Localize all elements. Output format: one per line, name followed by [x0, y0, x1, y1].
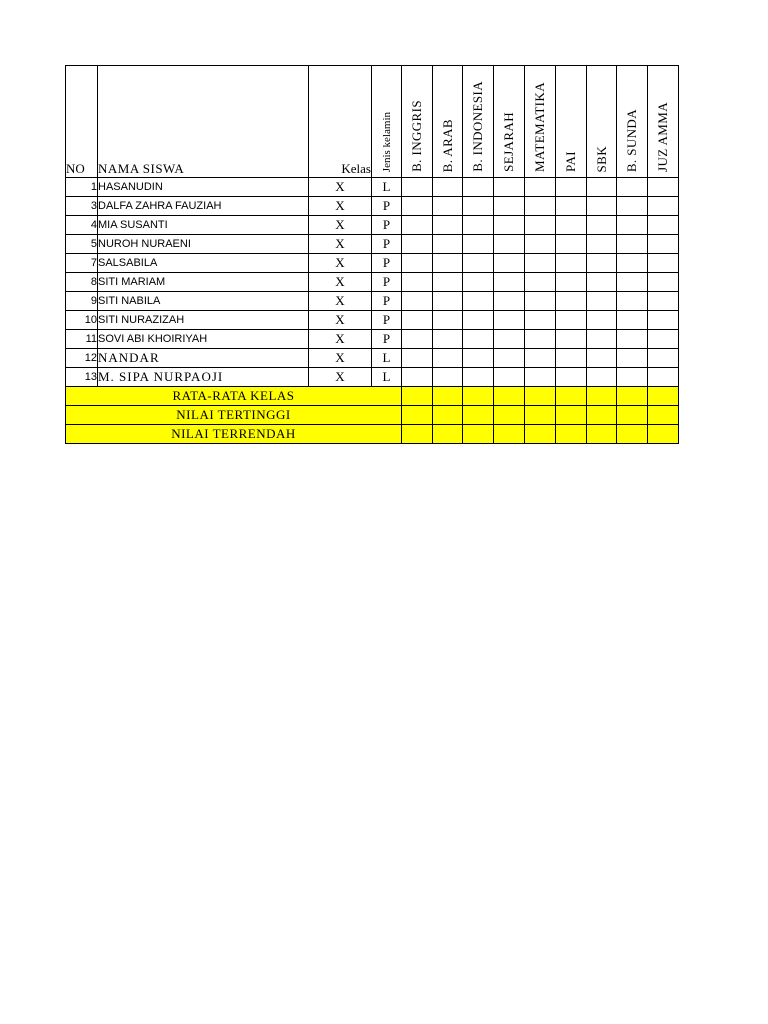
row-kelas-cell[interactable]: X: [309, 178, 372, 197]
score-cell[interactable]: [648, 235, 679, 254]
score-cell[interactable]: [463, 235, 494, 254]
header-subject[interactable]: [587, 66, 617, 178]
score-cell[interactable]: [617, 178, 648, 197]
table-row: [66, 254, 679, 273]
row-no-cell[interactable]: 4: [66, 216, 98, 235]
summary-score-cell[interactable]: [433, 387, 463, 406]
row-no-cell[interactable]: 1: [66, 178, 98, 197]
row-name-cell[interactable]: NANDAR: [98, 349, 309, 368]
score-cell[interactable]: [525, 235, 556, 254]
row-kelas-cell[interactable]: X: [309, 292, 372, 311]
summary-label[interactable]: NILAI TERTINGGI: [66, 406, 402, 425]
header-subject[interactable]: [556, 66, 587, 178]
score-cell[interactable]: [433, 273, 463, 292]
row-no-cell[interactable]: 13: [66, 368, 98, 387]
summary-score-cell[interactable]: [463, 425, 494, 444]
student-rows: [66, 178, 679, 387]
score-cell[interactable]: [556, 235, 587, 254]
row-name-cell[interactable]: NUROH NURAENI: [98, 235, 309, 254]
summary-score-cell[interactable]: [525, 425, 556, 444]
score-cell[interactable]: [494, 368, 525, 387]
header-subject-label: B. INDONESIA: [470, 81, 485, 172]
score-cell[interactable]: [525, 368, 556, 387]
score-cell[interactable]: [648, 254, 679, 273]
row-gender-cell[interactable]: L: [372, 178, 402, 197]
header-kelas[interactable]: Kelas: [309, 66, 372, 178]
summary-score-cell[interactable]: [525, 387, 556, 406]
score-cell[interactable]: [648, 368, 679, 387]
header-subject[interactable]: [433, 66, 463, 178]
table-row: [66, 368, 679, 387]
score-cell[interactable]: [494, 311, 525, 330]
header-subject[interactable]: [525, 66, 556, 178]
score-cell[interactable]: [617, 235, 648, 254]
summary-score-cell[interactable]: [402, 387, 433, 406]
summary-score-cell[interactable]: [433, 406, 463, 425]
score-cell[interactable]: [648, 292, 679, 311]
table-row: [66, 197, 679, 216]
score-cell[interactable]: [494, 197, 525, 216]
grade-table: [65, 65, 679, 444]
score-cell[interactable]: [617, 292, 648, 311]
header-subject[interactable]: [463, 66, 494, 178]
score-cell[interactable]: [587, 292, 617, 311]
score-cell[interactable]: [433, 178, 463, 197]
score-cell[interactable]: [525, 311, 556, 330]
score-cell[interactable]: [494, 178, 525, 197]
summary-score-cell[interactable]: [617, 406, 648, 425]
row-no-cell[interactable]: 3: [66, 197, 98, 216]
header-subject[interactable]: [617, 66, 648, 178]
score-cell[interactable]: [433, 235, 463, 254]
score-cell[interactable]: [556, 178, 587, 197]
summary-score-cell[interactable]: [617, 387, 648, 406]
score-cell[interactable]: [587, 330, 617, 349]
score-cell[interactable]: [648, 330, 679, 349]
score-cell[interactable]: [402, 235, 433, 254]
score-cell[interactable]: [617, 216, 648, 235]
table-row: [66, 216, 679, 235]
score-cell[interactable]: [402, 292, 433, 311]
score-cell[interactable]: [587, 197, 617, 216]
score-cell[interactable]: [587, 178, 617, 197]
row-kelas-cell[interactable]: X: [309, 311, 372, 330]
row-gender-cell[interactable]: P: [372, 273, 402, 292]
score-cell[interactable]: [402, 216, 433, 235]
header-subject-label: MATEMATIKA: [532, 82, 547, 172]
score-cell[interactable]: [463, 330, 494, 349]
row-kelas-cell[interactable]: X: [309, 273, 372, 292]
summary-label[interactable]: RATA-RATA KELAS: [66, 387, 402, 406]
score-cell[interactable]: [617, 311, 648, 330]
summary-score-cell[interactable]: [402, 425, 433, 444]
row-no-cell[interactable]: 9: [66, 292, 98, 311]
row-name-cell[interactable]: SOVI ABI KHOIRIYAH: [98, 330, 309, 349]
score-cell[interactable]: [525, 254, 556, 273]
summary-score-cell[interactable]: [617, 425, 648, 444]
score-cell[interactable]: [556, 216, 587, 235]
header-subject-label: B. ARAB: [439, 118, 455, 172]
header-subject[interactable]: [494, 66, 525, 178]
score-cell[interactable]: [463, 197, 494, 216]
score-cell[interactable]: [648, 273, 679, 292]
row-kelas-cell[interactable]: X: [309, 368, 372, 387]
score-cell[interactable]: [556, 254, 587, 273]
score-cell[interactable]: [556, 311, 587, 330]
score-cell[interactable]: [463, 178, 494, 197]
row-name-cell[interactable]: SITI NURAZIZAH: [98, 311, 309, 330]
score-cell[interactable]: [494, 254, 525, 273]
score-cell[interactable]: [617, 368, 648, 387]
row-name-cell[interactable]: DALFA ZAHRA FAUZIAH: [98, 197, 309, 216]
summary-score-cell[interactable]: [648, 425, 679, 444]
row-kelas-cell[interactable]: X: [309, 254, 372, 273]
summary-label[interactable]: NILAI TERRENDAH: [66, 425, 402, 444]
score-cell[interactable]: [433, 216, 463, 235]
header-subject-label: SEJARAH: [501, 112, 516, 172]
summary-rows: [66, 387, 679, 444]
score-cell[interactable]: [617, 349, 648, 368]
score-cell[interactable]: [525, 273, 556, 292]
summary-score-cell[interactable]: [494, 425, 525, 444]
header-gender[interactable]: [372, 66, 402, 178]
row-name-cell[interactable]: SITI MARIAM: [98, 273, 309, 292]
row-kelas-cell[interactable]: X: [309, 235, 372, 254]
score-cell[interactable]: [494, 349, 525, 368]
table-row: [66, 330, 679, 349]
summary-score-cell[interactable]: [556, 425, 587, 444]
summary-score-cell[interactable]: [463, 387, 494, 406]
row-kelas-cell[interactable]: X: [309, 197, 372, 216]
row-no-cell[interactable]: 10: [66, 311, 98, 330]
score-cell[interactable]: [402, 330, 433, 349]
header-no[interactable]: NO: [66, 66, 98, 178]
score-cell[interactable]: [525, 349, 556, 368]
score-cell[interactable]: [648, 197, 679, 216]
score-cell[interactable]: [556, 197, 587, 216]
table-row: [66, 235, 679, 254]
summary-score-cell[interactable]: [402, 406, 433, 425]
header-subject[interactable]: [648, 66, 679, 178]
score-cell[interactable]: [463, 273, 494, 292]
row-gender-cell[interactable]: P: [372, 292, 402, 311]
row-name-cell[interactable]: SALSABILA: [98, 254, 309, 273]
score-cell[interactable]: [525, 178, 556, 197]
score-cell[interactable]: [463, 311, 494, 330]
summary-score-cell[interactable]: [556, 387, 587, 406]
score-cell[interactable]: [525, 330, 556, 349]
row-gender-cell[interactable]: P: [372, 197, 402, 216]
summary-row: [66, 406, 679, 425]
row-kelas-cell[interactable]: X: [309, 349, 372, 368]
summary-score-cell[interactable]: [587, 387, 617, 406]
summary-score-cell[interactable]: [587, 406, 617, 425]
header-subject-label: JUZ AMMA: [655, 101, 670, 172]
score-cell[interactable]: [433, 311, 463, 330]
score-cell[interactable]: [402, 178, 433, 197]
score-cell[interactable]: [463, 292, 494, 311]
score-cell[interactable]: [433, 368, 463, 387]
summary-score-cell[interactable]: [494, 387, 525, 406]
score-cell[interactable]: [433, 349, 463, 368]
header-subject-label: B. SUNDA: [624, 108, 639, 172]
score-cell[interactable]: [617, 330, 648, 349]
score-cell[interactable]: [494, 235, 525, 254]
score-cell[interactable]: [525, 216, 556, 235]
row-no-cell[interactable]: 5: [66, 235, 98, 254]
table-row: [66, 349, 679, 368]
table-row: [66, 273, 679, 292]
header-subject[interactable]: [402, 66, 433, 178]
score-cell[interactable]: [587, 235, 617, 254]
score-cell[interactable]: [556, 368, 587, 387]
header-subject-label: SBK: [593, 145, 609, 172]
score-cell[interactable]: [587, 368, 617, 387]
row-name-cell[interactable]: M. SIPA NURPAOJI: [98, 368, 309, 387]
score-cell[interactable]: [587, 254, 617, 273]
summary-score-cell[interactable]: [433, 425, 463, 444]
summary-score-cell[interactable]: [525, 406, 556, 425]
row-gender-cell[interactable]: P: [372, 330, 402, 349]
score-cell[interactable]: [648, 311, 679, 330]
score-cell[interactable]: [494, 273, 525, 292]
row-gender-cell[interactable]: P: [372, 254, 402, 273]
score-cell[interactable]: [648, 178, 679, 197]
score-cell[interactable]: [556, 349, 587, 368]
score-cell[interactable]: [402, 197, 433, 216]
row-gender-cell[interactable]: P: [372, 311, 402, 330]
score-cell[interactable]: [402, 368, 433, 387]
score-cell[interactable]: [587, 311, 617, 330]
score-cell[interactable]: [648, 216, 679, 235]
header-name[interactable]: NAMA SISWA: [98, 66, 309, 178]
score-cell[interactable]: [433, 197, 463, 216]
summary-score-cell[interactable]: [648, 387, 679, 406]
row-gender-cell[interactable]: P: [372, 216, 402, 235]
score-cell[interactable]: [402, 349, 433, 368]
row-kelas-cell[interactable]: X: [309, 330, 372, 349]
summary-score-cell[interactable]: [494, 406, 525, 425]
header-gender-label: Jenis kelamin: [380, 111, 393, 172]
summary-row: [66, 425, 679, 444]
row-name-cell[interactable]: SITI NABILA: [98, 292, 309, 311]
score-cell[interactable]: [494, 292, 525, 311]
row-no-cell[interactable]: 8: [66, 273, 98, 292]
summary-row: [66, 387, 679, 406]
row-no-cell[interactable]: 11: [66, 330, 98, 349]
row-name-cell[interactable]: MIA SUSANTI: [98, 216, 309, 235]
table-row: [66, 178, 679, 197]
row-kelas-cell[interactable]: X: [309, 216, 372, 235]
score-cell[interactable]: [402, 311, 433, 330]
table-row: [66, 292, 679, 311]
row-gender-cell[interactable]: L: [372, 368, 402, 387]
header-subject-label: PAI: [563, 151, 578, 172]
summary-score-cell[interactable]: [463, 406, 494, 425]
row-name-cell[interactable]: HASANUDIN: [98, 178, 309, 197]
score-cell[interactable]: [463, 254, 494, 273]
row-no-cell[interactable]: 12: [66, 349, 98, 368]
score-cell[interactable]: [463, 216, 494, 235]
summary-score-cell[interactable]: [556, 406, 587, 425]
score-cell[interactable]: [463, 368, 494, 387]
score-cell[interactable]: [402, 273, 433, 292]
score-cell[interactable]: [463, 349, 494, 368]
score-cell[interactable]: [617, 273, 648, 292]
score-cell[interactable]: [556, 292, 587, 311]
score-cell[interactable]: [433, 292, 463, 311]
score-cell[interactable]: [556, 330, 587, 349]
score-cell[interactable]: [494, 216, 525, 235]
score-cell[interactable]: [433, 330, 463, 349]
score-cell[interactable]: [617, 254, 648, 273]
score-cell[interactable]: [494, 330, 525, 349]
score-cell[interactable]: [433, 254, 463, 273]
score-cell[interactable]: [648, 349, 679, 368]
summary-score-cell[interactable]: [587, 425, 617, 444]
score-cell[interactable]: [587, 349, 617, 368]
header-subject-label: B. INGGRIS: [409, 100, 424, 172]
summary-score-cell[interactable]: [648, 406, 679, 425]
score-cell[interactable]: [556, 273, 587, 292]
score-cell[interactable]: [587, 273, 617, 292]
row-gender-cell[interactable]: P: [372, 235, 402, 254]
header-row: [66, 66, 679, 178]
score-cell[interactable]: [525, 292, 556, 311]
table-row: [66, 311, 679, 330]
row-no-cell[interactable]: 7: [66, 254, 98, 273]
score-cell[interactable]: [587, 216, 617, 235]
row-gender-cell[interactable]: L: [372, 349, 402, 368]
score-cell[interactable]: [617, 197, 648, 216]
score-cell[interactable]: [402, 254, 433, 273]
score-cell[interactable]: [525, 197, 556, 216]
